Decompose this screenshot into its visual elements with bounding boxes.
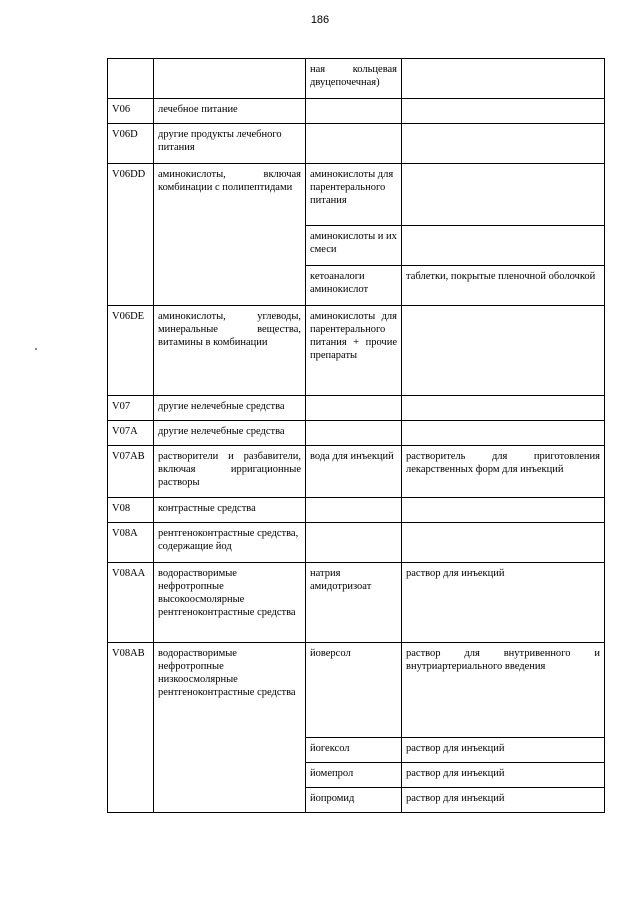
- atc-code-cell: V06: [108, 99, 154, 124]
- table-row: [108, 643, 605, 738]
- dosage-form-cell: [402, 124, 605, 164]
- drug-name-cell: ная кольцевая двуцепочечная): [306, 59, 402, 99]
- dosage-form-cell: раствор для инъекций: [402, 763, 605, 788]
- table-row: [108, 396, 605, 421]
- atc-code-cell: V08AA: [108, 563, 154, 643]
- table-row: [108, 498, 605, 523]
- drug-name-cell: натрия амидотризоат: [306, 563, 402, 643]
- group-cell: другие нелечебные средства: [154, 421, 306, 446]
- drug-name-cell: вода для инъекций: [306, 446, 402, 498]
- drug-name-cell: [306, 396, 402, 421]
- atc-code-cell: V07: [108, 396, 154, 421]
- table-row: [108, 99, 605, 124]
- table-row: [108, 421, 605, 446]
- drug-name-cell: [306, 523, 402, 563]
- drug-name-cell: кетоаналоги аминокислот: [306, 266, 402, 306]
- dosage-form-cell: [402, 164, 605, 226]
- dosage-form-cell: раствор для инъекций: [402, 563, 605, 643]
- atc-code-cell: V08AB: [108, 643, 154, 813]
- group-cell: рентгеноконтрастные средства, содержащие йод: [154, 523, 306, 563]
- drug-name-cell: аминокислоты для парентерального питания + прочие препараты: [306, 306, 402, 396]
- group-cell: другие нелечебные средства: [154, 396, 306, 421]
- drug-name-cell: аминокислоты для парентерального питания: [306, 164, 402, 226]
- dosage-form-cell: таблетки, покрытые пленочной оболочкой: [402, 266, 605, 306]
- group-cell: водорастворимые нефротропные низкоосмолярные рентгеноконтрастные средства: [154, 643, 306, 813]
- group-cell: растворители и разбавители, включая ирригационные растворы: [154, 446, 306, 498]
- atc-code-cell: V07AB: [108, 446, 154, 498]
- drug-classification-table: [107, 58, 605, 813]
- dosage-form-cell: раствор для инъекций: [402, 788, 605, 813]
- group-cell: контрастные средства: [154, 498, 306, 523]
- dosage-form-cell: [402, 421, 605, 446]
- drug-name-cell: йоверсол: [306, 643, 402, 738]
- table-row: [108, 124, 605, 164]
- dosage-form-cell: [402, 498, 605, 523]
- table-row: [108, 306, 605, 396]
- drug-name-cell: [306, 124, 402, 164]
- table-row: [108, 563, 605, 643]
- dosage-form-cell: [402, 396, 605, 421]
- group-cell: аминокислоты, включая комбинации с полипептидами: [154, 164, 306, 306]
- group-cell: другие продукты лечебного питания: [154, 124, 306, 164]
- dosage-form-cell: растворитель для приготовления лекарственных форм для инъекций: [402, 446, 605, 498]
- drug-name-cell: йогексол: [306, 738, 402, 763]
- dosage-form-cell: [402, 99, 605, 124]
- group-cell: [154, 59, 306, 99]
- page-number: 186: [310, 14, 330, 26]
- dosage-form-cell: [402, 306, 605, 396]
- atc-code-cell: V08: [108, 498, 154, 523]
- atc-code-cell: V06DD: [108, 164, 154, 306]
- table-row: [108, 446, 605, 498]
- group-cell: водорастворимые нефротропные высокоосмолярные рентгеноконтрастные средства: [154, 563, 306, 643]
- drug-name-cell: йомепрол: [306, 763, 402, 788]
- atc-code-cell: V08A: [108, 523, 154, 563]
- drug-name-cell: йопромид: [306, 788, 402, 813]
- atc-code-cell: [108, 59, 154, 99]
- group-cell: лечебное питание: [154, 99, 306, 124]
- atc-code-cell: V06DE: [108, 306, 154, 396]
- atc-code-cell: V07A: [108, 421, 154, 446]
- table-row: [108, 59, 605, 99]
- dosage-form-cell: [402, 59, 605, 99]
- dosage-form-cell: раствор для инъекций: [402, 738, 605, 763]
- table-row: [108, 164, 605, 226]
- drug-name-cell: [306, 498, 402, 523]
- atc-code-cell: V06D: [108, 124, 154, 164]
- table-row: [108, 523, 605, 563]
- drug-name-cell: аминокислоты и их смеси: [306, 226, 402, 266]
- drug-name-cell: [306, 421, 402, 446]
- dosage-form-cell: [402, 226, 605, 266]
- scan-speck: [35, 348, 37, 350]
- dosage-form-cell: [402, 523, 605, 563]
- dosage-form-cell: раствор для внутривенного и внутриартериального введения: [402, 643, 605, 738]
- group-cell: аминокислоты, углеводы, минеральные вещества, витамины в комбинации: [154, 306, 306, 396]
- drug-name-cell: [306, 99, 402, 124]
